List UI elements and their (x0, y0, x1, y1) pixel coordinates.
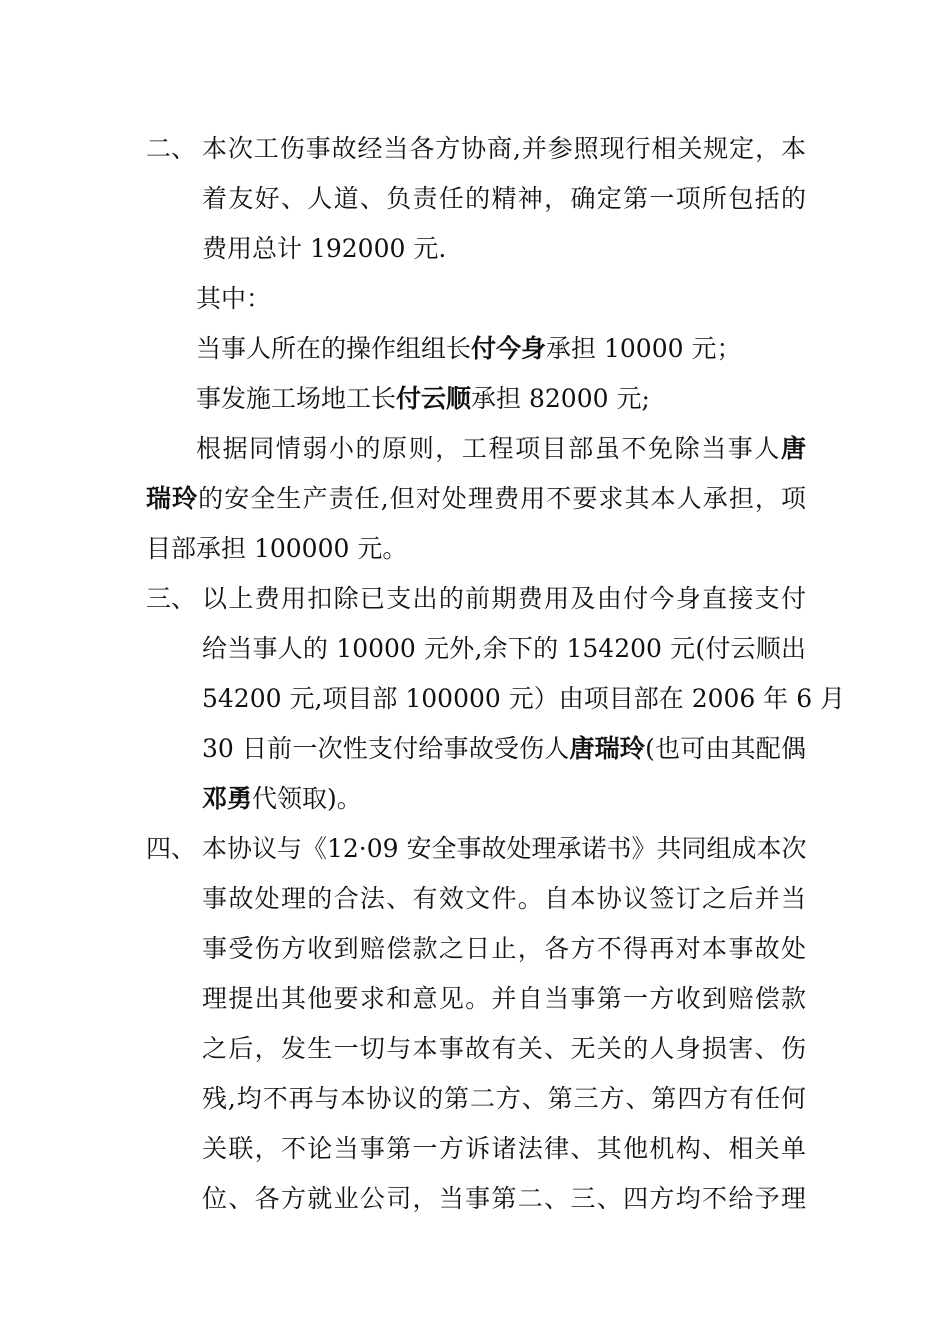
principle-line-2-name: 瑞玲 (146, 484, 199, 513)
cost-item-2-name: 付云顺 (396, 384, 472, 413)
section-4-line-8: 位、各方就业公司，当事第二、三、四方均不给予理 (202, 1184, 806, 1213)
section-3-line-5-name: 邓勇 (202, 784, 253, 813)
section-2-line-1: 本次工伤事故经当各方协商,并参照现行相关规定，本 (202, 134, 806, 163)
cost-item-1-name: 付今身 (471, 334, 547, 363)
section-4-line-6: 残,均不再与本协议的第二方、第三方、第四方有任何 (202, 1084, 806, 1113)
section-4-line-7: 关联，不论当事第一方诉诸法律、其他机构、相关单 (202, 1134, 806, 1163)
section-3-line-4-name: 唐瑞玲 (569, 734, 646, 763)
section-number-2: 二、 (146, 134, 197, 163)
principle-line-2-post: 的安全生产责任,但对处理费用不要求其本人承担，项 (198, 484, 806, 513)
section-2-line-3: 费用总计 192000 元. (202, 234, 447, 263)
section-3-line-2: 给当事人的 10000 元外,余下的 154200 元(付云顺出 (202, 634, 806, 663)
cost-item-2-pre: 事发施工场地工长 (196, 384, 397, 413)
section-3-line-3: 54200 元,项目部 100000 元）由项目部在 2006 年 6 月 (202, 684, 846, 713)
section-4-line-1: 本协议与《12·09 安全事故处理承诺书》共同组成本次 (202, 834, 807, 863)
section-number-4: 四、 (146, 834, 197, 863)
section-3-line-5-post: 代领取)。 (252, 784, 362, 813)
section-number-3: 三、 (146, 584, 197, 613)
cost-item-2 (196, 384, 650, 414)
section-4-line-5: 之后，发生一切与本事故有关、无关的人身损害、伤 (202, 1034, 806, 1063)
principle-line-1-pre: 根据同情弱小的原则，工程项目部虽不免除当事人 (196, 434, 781, 463)
section-3-line-1: 以上费用扣除已支出的前期费用及由付今身直接支付 (202, 584, 806, 613)
section-4-line-2: 事故处理的合法、有效文件。自本协议签订之后并当 (202, 884, 806, 913)
section-4-line-3: 事受伤方收到赔偿款之日止，各方不得再对本事故处 (202, 934, 806, 963)
principle-line-3: 目部承担 100000 元。 (146, 534, 408, 563)
cost-item-1-pre: 当事人所在的操作组组长 (196, 334, 472, 363)
principle-line-1 (196, 434, 806, 464)
section-4-line-4: 理提出其他要求和意见。并自当事第一方收到赔偿款 (202, 984, 806, 1013)
section-3-line-4 (202, 734, 806, 764)
cost-item-2-post: 承担 82000 元; (471, 384, 650, 413)
section-2-line-2: 着友好、人道、负责任的精神，确定第一项所包括的 (202, 184, 806, 213)
cost-item-1 (196, 334, 741, 364)
principle-line-2 (146, 484, 806, 514)
among-label: 其中： (196, 284, 272, 313)
principle-line-1-name: 唐 (780, 434, 806, 463)
section-3-line-4-pre: 30 日前一次性支付给事故受伤人 (202, 734, 570, 763)
cost-item-1-post: 承担 10000 元； (546, 334, 742, 363)
section-3-line-5 (202, 784, 362, 814)
section-3-line-4-post: (也可由其配偶 (645, 734, 806, 763)
